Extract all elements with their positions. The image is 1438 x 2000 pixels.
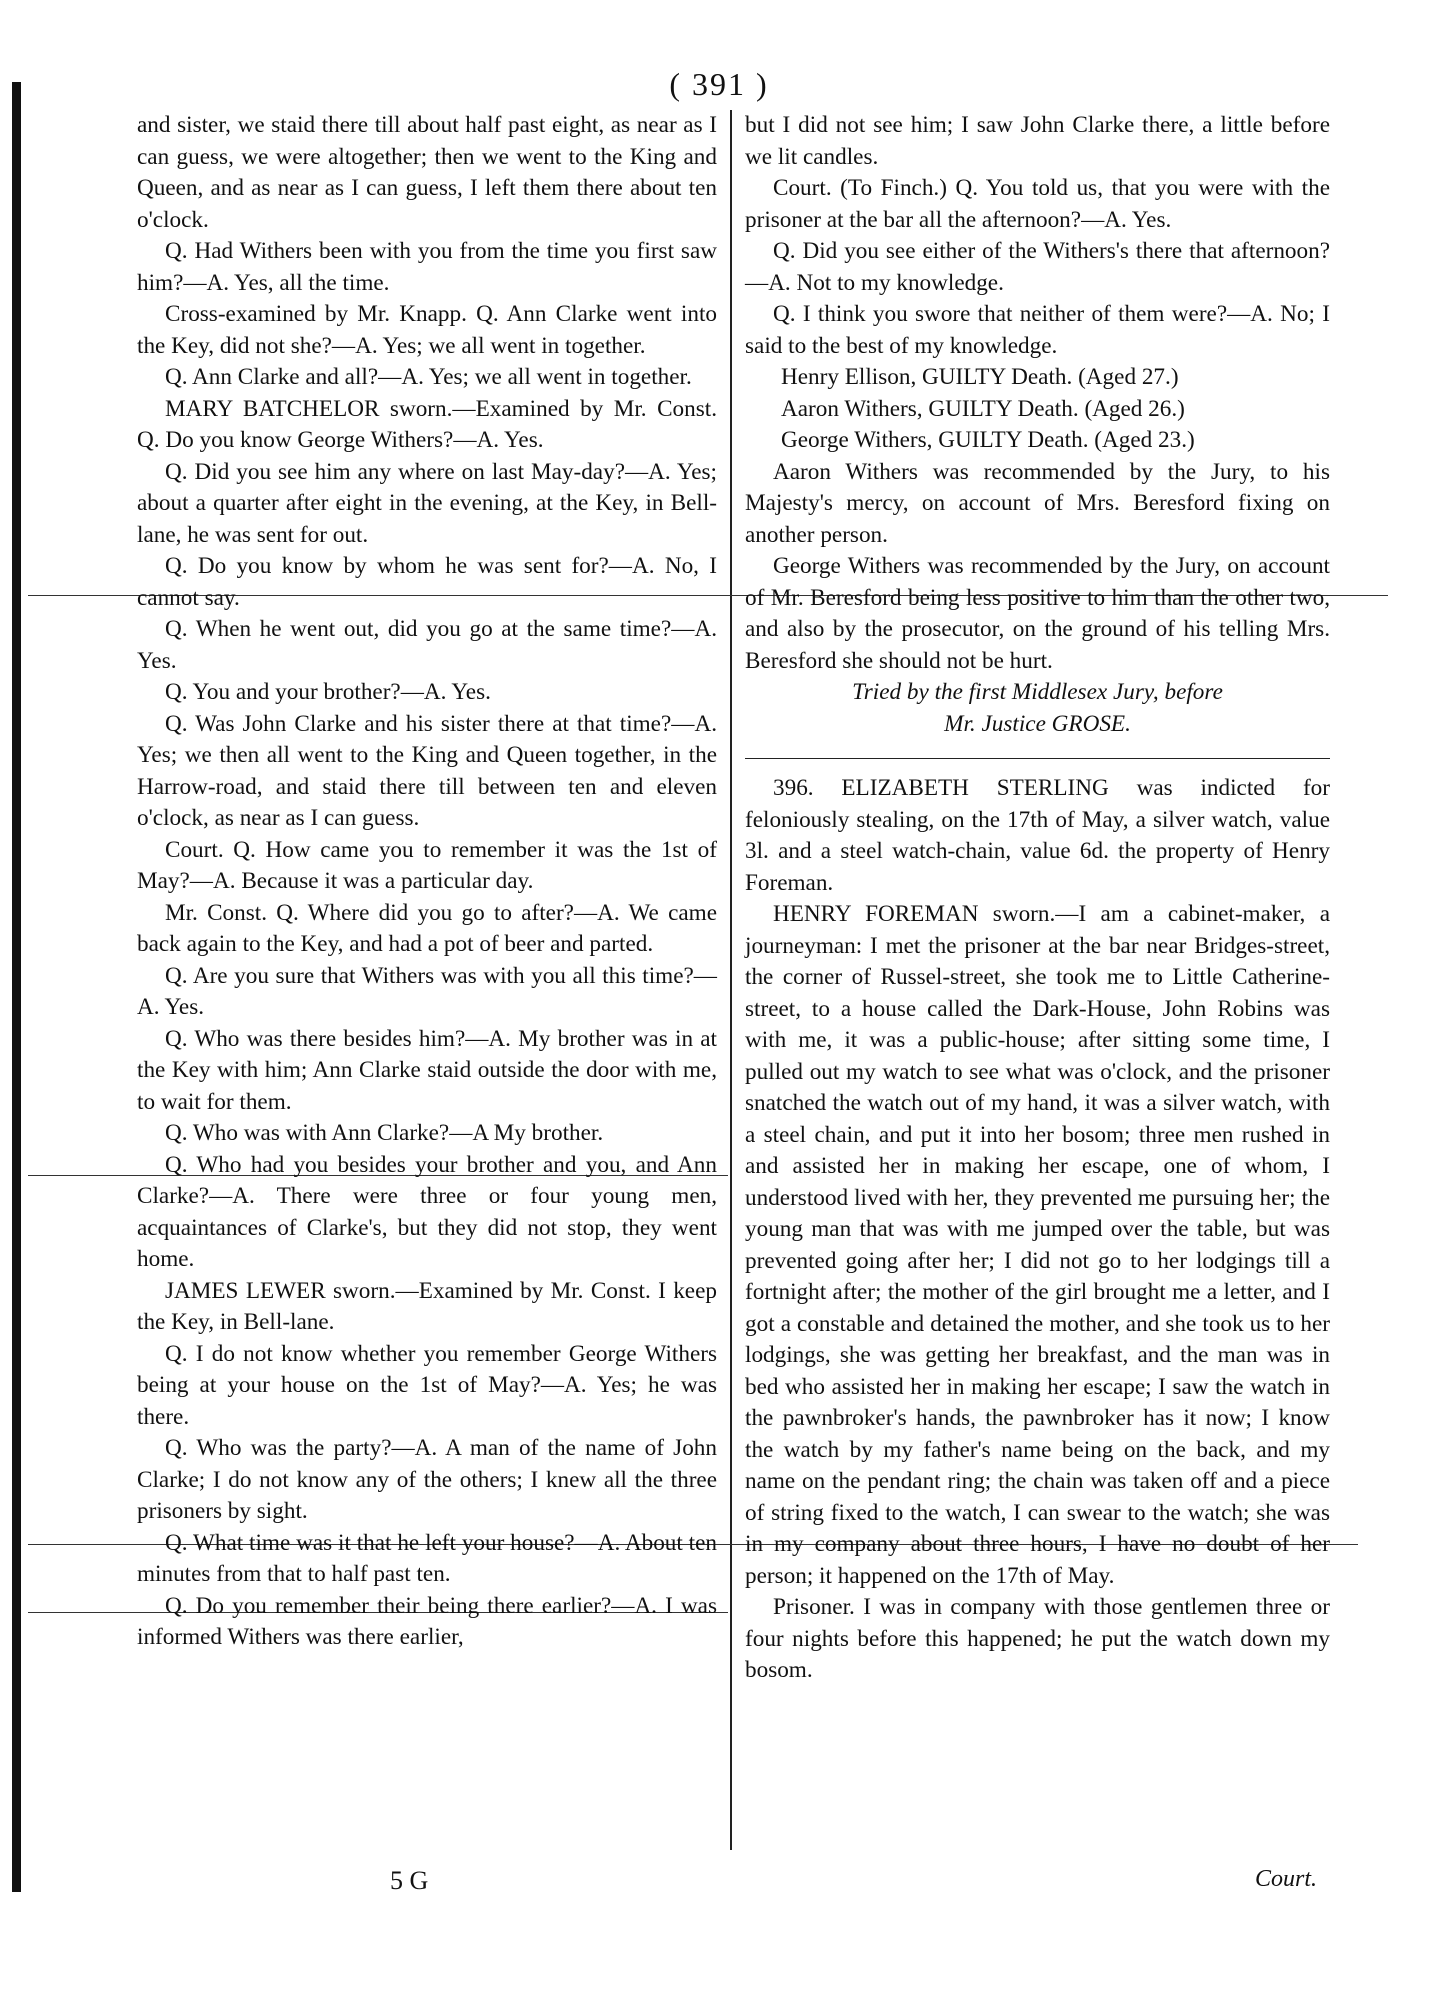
printer-signature: 5 G (390, 1866, 429, 1895)
right-column (745, 110, 1330, 1687)
judge-line: Mr. Justice GROSE. (944, 710, 1131, 737)
paragraph: but I did not see him; I saw John Clarke there, a little before we lit candles. (745, 112, 1330, 170)
left-column (137, 110, 717, 1654)
verdict-line: George Withers, GUILTY Death. (Aged 23.) (781, 427, 1195, 453)
paragraph: Q. Who had you besides your brother and you, and Ann Clarke?—A. There were three or four young men, acquaintances of Clarke's, but they did not stop, they went home. (137, 1151, 717, 1272)
paragraph: Q. When he went out, did you go at the same time?—A. Yes. (137, 616, 717, 674)
paragraph: MARY BATCHELOR sworn.—Examined by Mr. Const. Q. Do you know George Withers?—A. Yes. (137, 395, 717, 453)
paragraph: George Withers was recommended by the Jury, on account of Mr. Beresford being less positive to him than the other two, and also by the prosecutor, on the ground of his telling Mrs. Beresford she should not be hurt. (745, 553, 1330, 674)
paragraph: Prisoner. I was in company with those gentlemen three or four nights before this happened; he put the watch down my bosom. (745, 1594, 1330, 1683)
paragraph: Q. I think you swore that neither of them were?—A. No; I said to the best of my knowledge. (745, 301, 1330, 359)
paragraph: Aaron Withers was recommended by the Jury, to his Majesty's mercy, on account of Mrs. Beresford fixing on another person. (745, 458, 1330, 548)
case-heading: 396. ELIZABETH STERLING was indicted for feloniously stealing, on the 17th of May, a silver watch, value 3l. and a steel watch-chain, value 6d. the property of Henry Foreman. (745, 775, 1330, 896)
binding-edge (12, 82, 21, 1892)
paragraph: Q. Did you see either of the Withers's there that afternoon?—A. Not to my knowledge. (745, 238, 1330, 296)
paragraph: Mr. Const. Q. Where did you go to after?—A. We came back again to the Key, and had a pot of beer and parted. (137, 899, 717, 957)
paragraph: Q. Do you know by whom he was sent for?—A. No, I cannot say. (137, 553, 717, 611)
paragraph: Q. Do you remember their being there earlier?—A. I was informed Withers was there earlier, (137, 1592, 717, 1650)
page-number: ( 391 ) (669, 66, 769, 102)
paragraph: JAMES LEWER sworn.—Examined by Mr. Const. I keep the Key, in Bell-lane. (137, 1277, 717, 1335)
paragraph: Q. Was John Clarke and his sister there at that time?—A. Yes; we then all went to the King and Queen together, in the Harrow-road, and staid there till between ten and eleven o'clock, as near as I can guess. (137, 710, 717, 831)
paragraph: Q. Had Withers been with you from the time you first saw him?—A. Yes, all the time. (137, 238, 717, 296)
paragraph: Q. What time was it that he left your house?—A. About ten minutes from that to half past ten. (137, 1529, 717, 1587)
paragraph: Q. Are you sure that Withers was with you all this time?—A. Yes. (137, 962, 717, 1020)
paragraph: Q. Ann Clarke and all?—A. Yes; we all went in together. (165, 364, 692, 390)
paragraph: Q. I do not know whether you remember George Withers being at your house on the 1st of May?—A. Yes; he was there. (137, 1340, 717, 1430)
paragraph: Q. Who was the party?—A. A man of the name of John Clarke; I do not know any of the others; I knew all the three prisoners by sight. (137, 1435, 717, 1524)
column-rule (730, 110, 732, 1850)
verdict-line: Aaron Withers, GUILTY Death. (Aged 26.) (781, 395, 1185, 422)
paragraph: Court. (To Finch.) Q. You told us, that you were with the prisoner at the bar all the afternoon?—A. Yes. (745, 175, 1330, 233)
section-divider (745, 758, 1330, 759)
paragraph: and sister, we staid there till about half past eight, as near as I can guess, we were altogether; then we went to the King and Queen, and as near as I can guess, I left them there about ten o'clock. (137, 112, 717, 233)
verdict-line: Henry Ellison, GUILTY Death. (Aged 27.) (781, 364, 1179, 390)
catchword: Court. (1255, 1866, 1318, 1892)
paragraph: HENRY FOREMAN sworn.—I am a cabinet-maker, a journeyman: I met the prisoner at the bar near Bridges-street, the corner of Russel-street, she took me to Little Catherine-street, to a house called the Dark-House, John Robins was with me, it was a public-house; after sitting some time, I pulled out my watch to see what was o'clock, and the prisoner snatched the watch out of my hand, it was a silver watch, with a steel chain, and put it into her bosom; three men rushed in and assisted her in making her escape, one of whom, I understood lived with her, they prevented me pursuing her; the young man that was with me jumped over the table, but was prevented going after her; I did not go to her lodgings till a fortnight after; the mother of the girl brought me a letter, and I got a constable and detained the mother, and she took us to her lodgings, she was getting her breakfast, and the man was in bed who assisted her in making her escape; I saw the watch in the pawnbroker's hands, the pawnbroker has it now; I know the watch by my father's name being on the back, and my name on the pendant ring; the chain was taken off and a piece of string fixed to the watch, I can swear to the watch; she was in my company about three hours, I have no doubt of her person; it happened on the 17th of May. (745, 901, 1330, 1589)
paragraph: Q. You and your brother?—A. Yes. (165, 679, 491, 705)
paragraph: Q. Did you see him any where on last May-day?—A. Yes; about a quarter after eight in the evening, at the Key, in Bell-lane, he was sent for out. (137, 458, 717, 548)
paragraph: Q. Who was with Ann Clarke?—A My brother. (165, 1120, 604, 1146)
paragraph: Court. Q. How came you to remember it was the 1st of May?—A. Because it was a particular day. (137, 836, 717, 894)
tried-before-line: Tried by the first Middlesex Jury, before (852, 679, 1223, 705)
paragraph: Q. Who was there besides him?—A. My brother was in at the Key with him; Ann Clarke staid outside the door with me, to wait for them. (137, 1025, 717, 1115)
paragraph: Cross-examined by Mr. Knapp. Q. Ann Clarke went into the Key, did not she?—A. Yes; we all went in together. (137, 301, 717, 359)
